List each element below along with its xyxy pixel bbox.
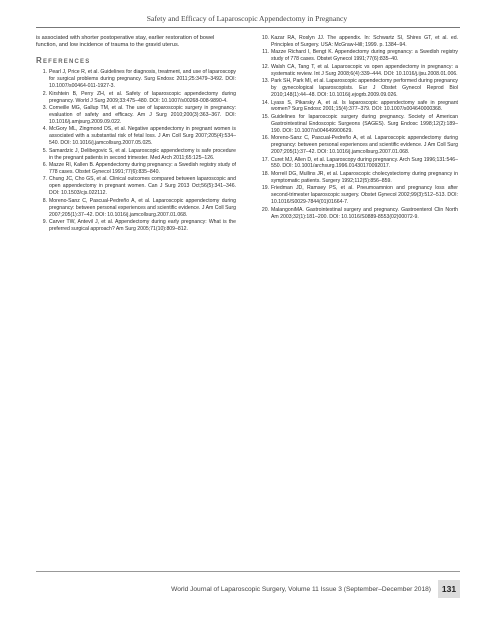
footer [171,580,460,598]
reference-text: Walsh CA, Tang T, et al. Laparoscopic vs open appendectomy in pregnancy: a systematic review. Int J Surg 2008;6(4):339–444. DOI: 10.1016/j.ijsu.2008.01.006. [271,63,458,77]
reference-number: 17. [261,156,269,163]
running-head: Safety and Efficacy of Laparoscopic Appendectomy in Pregnancy [146,14,348,23]
reference-text: Mazze Richard I, Bengt K. Appendectomy during pregnancy: a Swedish registry study of 778 cases. Obstet Gynecol 1991;77(6):835–40. [271,49,458,63]
reference-item [36,176,236,197]
reference-text: Lyass S, Pikarsky A, et al. Is laparoscopic appendectomy safe in pregnant women? Surg Endosc 2001;15(4):377–379. DOI: 10.1007/s004640000368. [271,99,458,113]
reference-text: Kazar RA, Roslyn JJ. The appendix. In: Schwartz SI, Shires GT, et al. ed. Principles of Surgery. USA: McGraw-Hill; 1999. p. 1384–94. [271,35,458,48]
reference-number: 1. [42,69,47,76]
reference-item [36,162,236,176]
reference-text: Samardzic J, Delibegovic S, et al. Laparoscopic appendectomy is safe procedure in the pregnant patients in second trimester. Med Arch 2011;65:125–126. [49,147,236,161]
right-column [258,35,458,221]
reference-number: 7. [42,176,47,183]
reference-number: 4. [42,126,47,133]
reference-item [36,198,236,219]
reference-text: Corneille MG, Gallup TM, et al. The use of laparoscopic surgery in pregnancy: evaluation of safety and efficacy. Am J Surg 2010;200(3):363–367. DOI: 10.1016/j.amjsurg.2009.09.022. [49,105,236,125]
reference-number: 16. [261,135,269,142]
reference-item [36,126,236,147]
reference-number: 10. [261,35,269,41]
reference-item [258,207,458,221]
reference-item [36,148,236,162]
reference-list-left [36,69,236,233]
reference-number: 6. [42,162,47,169]
reference-text: Kirshtein B, Perry ZH, et al. Safety of laparoscopic appendectomy during pregnancy. World J Surg 2009;33:475–480. DOI: 10.1007/s00268-008-9890-4. [49,90,236,104]
reference-item [258,100,458,114]
reference-item [258,157,458,171]
reference-text: McGory ML, Zingmond DS, et al. Negative appendectomy in pregnant women is associated with a substantial risk of fetal loss. J Am Coll Surg 2007;205(4):534–540. DOI: 10.1016/j.jamcollsurg.2007.05.025. [49,126,236,147]
reference-text: Moreno-Sanz C, Pascual-Pedreño A, et al. Laparoscopic appendectomy during pregnancy: between personal experiences and scientific evidence. J Am Coll Surg 2007;205(1):37–42. DOI: 10.1016/j.jamcollsurg.2007.01.068. [49,197,236,218]
reference-item [258,135,458,156]
reference-text: Morrell DG, Mullins JR, et al. Laparoscopic cholecystectomy during pregnancy in symptomatic patients. Surgery 1992;112(5):856–859. [271,170,458,184]
reference-item [258,64,458,78]
reference-number: 18. [261,170,269,177]
reference-item [258,49,458,63]
reference-number: 2. [42,90,47,97]
footer-rule [36,571,460,572]
footer-journal: World Journal of Laparoscopic Surgery, Volume 11 Issue 3 (September–December 2018) [171,585,431,593]
reference-item [258,35,458,49]
reference-item [258,171,458,185]
reference-text: Friedman JD, Ramsey PS, et al. Pneumoamnion and pregnancy loss after second-trimester laparoscopic surgery. Obstet Gynecol 2002;99(3):512–513. DOI: 10.1016/S0029-7844(01)01664-7. [271,185,458,206]
reference-text: Chung JC, Cho GS, et al. Clinical outcomes compared between laparoscopic and open appendectomy in pregnant women. Can J Surg 2013 Oct;56(5):341–346. DOI: 10.1503/cjs.022112. [49,176,236,197]
reference-text: Pearl J, Price R, et al. Guidelines for diagnosis, treatment, and use of laparoscopy for surgical problems during pregnancy. Surg Endosc 2011;25:3479–3492. DOI: 10.1007/s00464-011-1927-3. [49,69,236,90]
reference-text: Mazze RI, Kallen B. Appendectomy during pregnancy: a Swedish registry study of 778 cases. Obstet Gynecol 1991;77(6):835–840. [49,162,236,175]
references-heading: References [36,56,91,66]
reference-number: 8. [42,197,47,204]
intro-paragraph: is associated with shorter postoperative stay, earlier restoration of bowel function, and low incidence of trauma to the gravid uterus. [36,35,215,49]
reference-item [36,91,236,105]
reference-text: Guidelines for laparoscopic surgery during pregnancy. Society of American Gastrointestinal Endoscopic Surgeons (SAGES). Surg Endosc 1998;12(2):189–190. DOI: 10.1007/s004649900629. [271,113,458,134]
header-rule [36,27,460,28]
reference-text: Moreno-Sanz C, Pascual-Pedreño A, et al. Laparoscopic appendectomy during pregnancy: between personal experiences and scientific evidence. J Am Coll Surg 2007;205(1):37–42. DOI: 10.1016/j.jamcollsurg.2007.01.068. [271,135,458,156]
reference-number: 20. [261,206,269,213]
reference-number: 19. [261,185,269,192]
reference-item [258,78,458,99]
reference-number: 11. [262,49,269,56]
reference-number: 3. [42,105,47,112]
reference-item [36,69,236,90]
reference-number: 5. [42,147,47,154]
reference-text: Carver TW, Antevil J, et al. Appendectomy during early pregnancy: What is the preferred surgical approach? Am Surg 2005;71(10):809–812. [49,219,236,232]
reference-number: 9. [42,219,47,226]
reference-text: Curet MJ, Allen D, et al. Laparoscopy during pregnancy. Arch Surg 1996;131:546–550. DOI: 10.1001/archsurg.1996.01430170092017. [271,156,458,170]
reference-item [36,219,236,233]
reference-list-right [258,35,458,221]
reference-text: Park SH, Park MI, et al. Laparoscopic appendectomy performed during pregnancy by gynecological laparoscopists. Eur J Obstet Gynecol Reprod Biol 2010;148(1):44–48. DOI: 10.1016/j.ejogrb.2009.09.026. [271,78,458,99]
reference-number: 12. [261,63,269,70]
reference-number: 14. [261,99,269,106]
page-number: 131 [438,580,460,598]
reference-item [258,185,458,206]
reference-item [36,105,236,126]
reference-number: 15. [261,113,269,120]
reference-number: 13. [261,78,269,85]
reference-item [258,114,458,135]
reference-text: MalangoniMA. Gastrointestinal surgery and pregnancy. Gastroenterol Clin North Am 2003;32(1):181–200. DOI: 10.1016/S0889-8553(02)00072-9. [271,206,458,220]
left-column [36,35,236,234]
